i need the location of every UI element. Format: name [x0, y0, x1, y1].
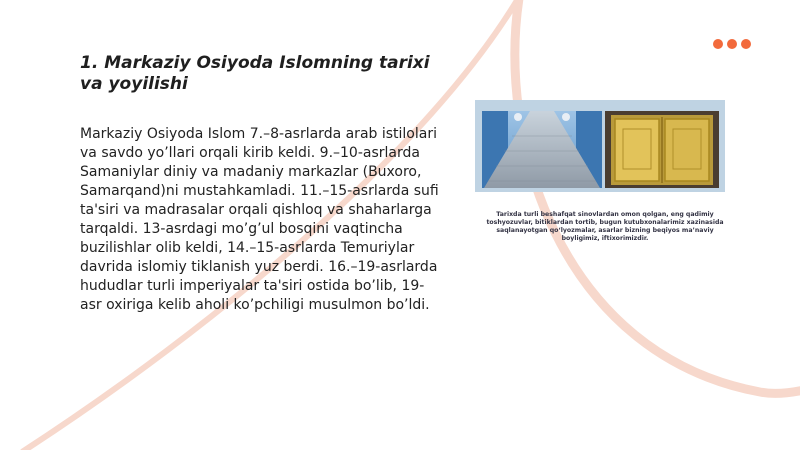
dot	[727, 39, 737, 49]
shrine-corridor-image	[482, 111, 602, 188]
slide-body-text: Markaziy Osiyoda Islom 7.–8-asrlarda arab istilolari va savdo yo’llari orqali kirib keldi. 9.–10-asrlarda Samaniylar diniy va madaniy markazlar (Buxoro, Samarqand)ni mustahkamladi. 11.–15-asrlarda sufi ta'siri va madrasalar orqali qishloq va shaharlarga tarqaldi. 13-asrdagi mo’g’ul bosqini vaqtincha buzilishlar olib keldi, 14.–15-asrlarda Temuriylar davrida islomiy tiklanish yuz berdi. 16.–19-asrlarda hududlar turli imperiyalar ta'siri ostida bo’lib, 19-asr oxiriga kelib aholi ko’pchiligi musulmon bo’ldi.	[80, 126, 439, 313]
slide-title: 1. Markaziy Osiyoda Islomning tarixi va yoyilishi	[80, 53, 430, 94]
dot	[741, 39, 751, 49]
arc-right	[515, 0, 800, 393]
photo-frame	[475, 100, 725, 192]
three-dots-icon	[713, 39, 751, 49]
golden-manuscript-image	[605, 111, 719, 188]
photo-caption: Tarixda turli beshafqat sinovlardan omon qolgan, eng qadimiy toshyozuvlar, bitiklardan tortib, bugun kutubxonalarimiz xazinasida saqlanayotgan qo‘lyozmalar, asarlar bizning beqiyos ma’naviy boyligimiz, iftixorimizdir.	[486, 211, 724, 242]
dot	[713, 39, 723, 49]
